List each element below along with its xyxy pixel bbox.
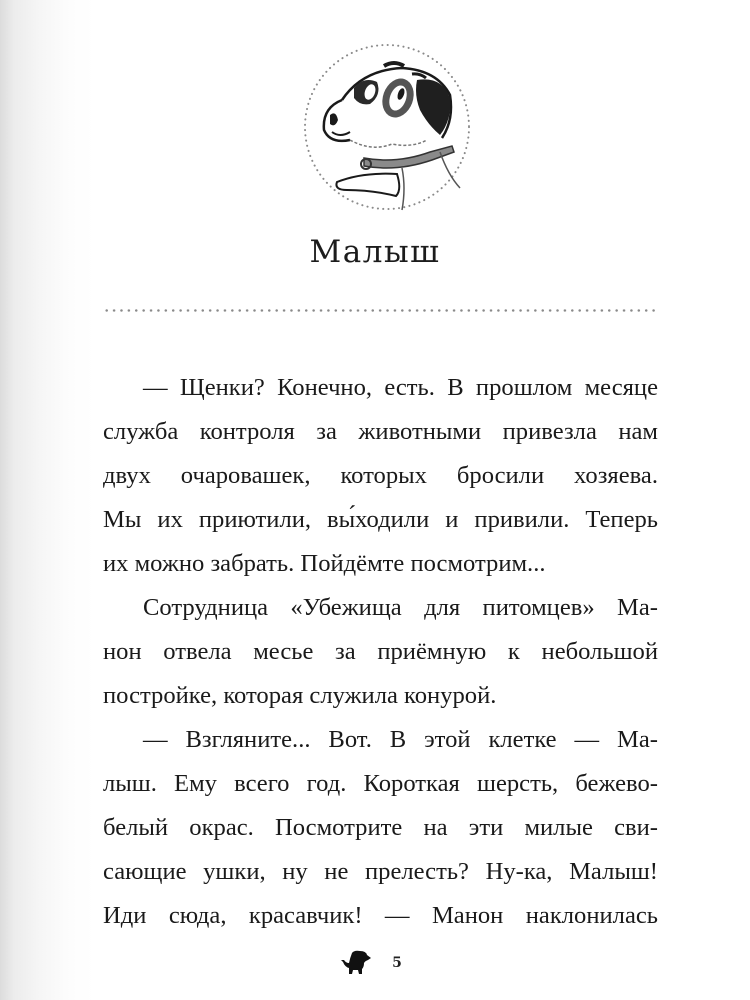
text-line: двух очаровашек, которых бросили хозяева. <box>103 462 658 489</box>
chapter-title: Малыш <box>309 234 441 270</box>
body-text <box>103 366 658 938</box>
text-line: их можно забрать. Пойдёмте посмотрим... <box>103 550 546 577</box>
page-number: 5 <box>392 955 402 971</box>
text-line: служба контроля за животными привезла нам <box>103 418 658 445</box>
text-line: лыш. Ему всего год. Короткая шерсть, бежево- <box>103 770 658 797</box>
text-line: — Щенки? Конечно, есть. В прошлом месяце <box>143 374 658 401</box>
text-line: — Взгляните... Вот. В этой клетке — Ма- <box>143 726 658 753</box>
text-line: постройке, которая служила конурой. <box>103 682 497 709</box>
text-line: Иди сюда, красавчик! — Манон наклонилась <box>103 902 658 929</box>
dog-portrait-icon <box>302 40 472 214</box>
dog-silhouette-icon <box>340 950 374 976</box>
page-footer <box>0 950 750 976</box>
text-line: белый окрас. Посмотрите на эти милые сви- <box>103 814 658 841</box>
text-line: Мы их приютили, вы́ходили и привили. Теперь <box>103 506 658 533</box>
text-line: нон отвела месье за приёмную к небольшой <box>103 638 658 665</box>
text-line: сающие ушки, ну не прелесть? Ну-ка, Малыш! <box>103 858 658 885</box>
text-line: Сотрудница «Убежища для питомцев» Ма- <box>143 594 658 621</box>
dotted-divider <box>103 309 658 312</box>
